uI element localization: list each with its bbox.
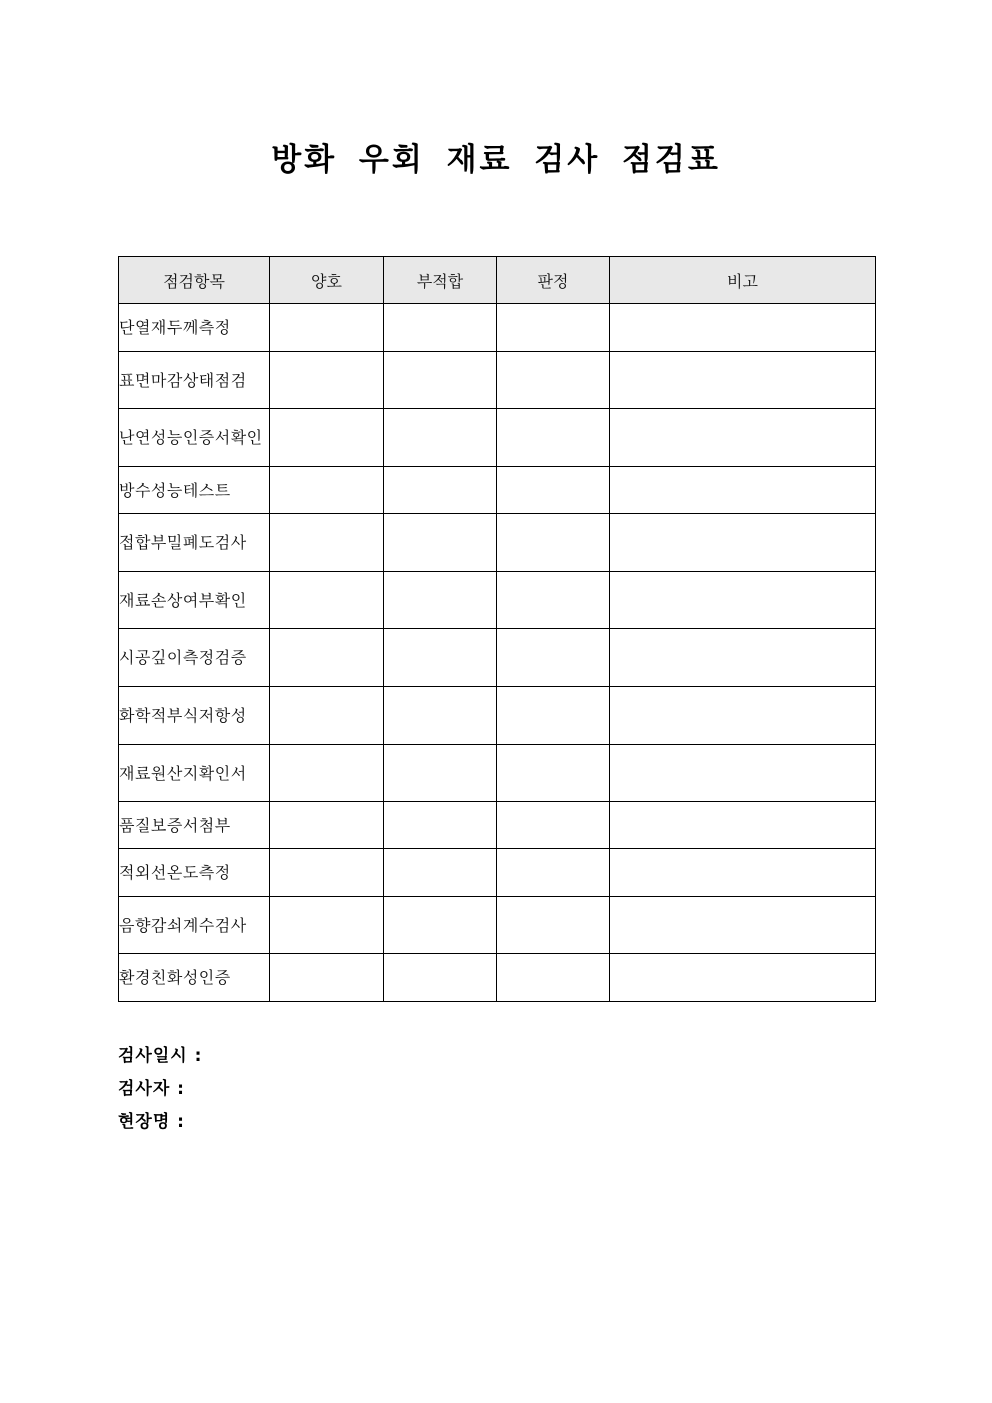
table-row	[119, 352, 876, 409]
judgment-cell[interactable]	[497, 687, 610, 745]
judgment-cell[interactable]	[497, 802, 610, 849]
header-good: 양호	[270, 257, 384, 304]
table-row	[119, 802, 876, 849]
item-name-cell: 화학적부식저항성	[119, 687, 270, 745]
item-name-cell: 환경친화성인증	[119, 954, 270, 1002]
remarks-cell[interactable]	[610, 687, 876, 745]
item-name-cell: 적외선온도측정	[119, 849, 270, 897]
table-header-row	[119, 257, 876, 304]
good-cell[interactable]	[270, 687, 384, 745]
remarks-cell[interactable]	[610, 954, 876, 1002]
item-name-cell: 난연성능인증서확인	[119, 409, 270, 467]
table-row	[119, 629, 876, 687]
table-row	[119, 687, 876, 745]
table-row	[119, 572, 876, 629]
remarks-cell[interactable]	[610, 802, 876, 849]
remarks-cell[interactable]	[610, 745, 876, 802]
judgment-cell[interactable]	[497, 352, 610, 409]
good-cell[interactable]	[270, 352, 384, 409]
header-judgment: 판정	[497, 257, 610, 304]
header-unfit: 부적합	[384, 257, 497, 304]
unfit-cell[interactable]	[384, 572, 497, 629]
header-inspection-item: 점검항목	[119, 257, 270, 304]
table-row	[119, 849, 876, 897]
judgment-cell[interactable]	[497, 467, 610, 514]
judgment-cell[interactable]	[497, 954, 610, 1002]
judgment-cell[interactable]	[497, 514, 610, 572]
unfit-cell[interactable]	[384, 304, 497, 352]
good-cell[interactable]	[270, 304, 384, 352]
judgment-cell[interactable]	[497, 897, 610, 954]
item-name-cell: 품질보증서첨부	[119, 802, 270, 849]
item-name-cell: 방수성능테스트	[119, 467, 270, 514]
unfit-cell[interactable]	[384, 954, 497, 1002]
table-row	[119, 467, 876, 514]
remarks-cell[interactable]	[610, 352, 876, 409]
judgment-cell[interactable]	[497, 304, 610, 352]
good-cell[interactable]	[270, 514, 384, 572]
table-row	[119, 745, 876, 802]
item-name-cell: 재료손상여부확인	[119, 572, 270, 629]
unfit-cell[interactable]	[384, 409, 497, 467]
remarks-cell[interactable]	[610, 304, 876, 352]
judgment-cell[interactable]	[497, 745, 610, 802]
item-name-cell: 재료원산지확인서	[119, 745, 270, 802]
good-cell[interactable]	[270, 897, 384, 954]
item-name-cell: 접합부밀폐도검사	[119, 514, 270, 572]
remarks-cell[interactable]	[610, 514, 876, 572]
unfit-cell[interactable]	[384, 687, 497, 745]
inspection-date-field[interactable]: 검사일시 :	[118, 1046, 203, 1066]
good-cell[interactable]	[270, 954, 384, 1002]
inspection-info	[118, 1043, 202, 1142]
judgment-cell[interactable]	[497, 409, 610, 467]
judgment-cell[interactable]	[497, 572, 610, 629]
judgment-cell[interactable]	[497, 849, 610, 897]
good-cell[interactable]	[270, 849, 384, 897]
inspector-field[interactable]: 검사자 :	[118, 1079, 185, 1099]
unfit-cell[interactable]	[384, 352, 497, 409]
good-cell[interactable]	[270, 629, 384, 687]
unfit-cell[interactable]	[384, 745, 497, 802]
item-name-cell: 시공깊이측정검증	[119, 629, 270, 687]
inspection-checklist-table	[118, 256, 876, 1002]
remarks-cell[interactable]	[610, 409, 876, 467]
item-name-cell: 음향감쇠계수검사	[119, 897, 270, 954]
unfit-cell[interactable]	[384, 467, 497, 514]
table-row	[119, 897, 876, 954]
remarks-cell[interactable]	[610, 849, 876, 897]
unfit-cell[interactable]	[384, 514, 497, 572]
good-cell[interactable]	[270, 409, 384, 467]
item-name-cell: 단열재두께측정	[119, 304, 270, 352]
remarks-cell[interactable]	[610, 467, 876, 514]
table-row	[119, 409, 876, 467]
item-name-cell: 표면마감상태점검	[119, 352, 270, 409]
good-cell[interactable]	[270, 745, 384, 802]
page-title: 방화 우회 재료 검사 점검표	[271, 142, 721, 178]
good-cell[interactable]	[270, 572, 384, 629]
header-remarks: 비고	[610, 257, 876, 304]
table-row	[119, 954, 876, 1002]
site-name-field[interactable]: 현장명 :	[118, 1112, 185, 1132]
remarks-cell[interactable]	[610, 897, 876, 954]
good-cell[interactable]	[270, 467, 384, 514]
table-row	[119, 304, 876, 352]
table-row	[119, 514, 876, 572]
judgment-cell[interactable]	[497, 629, 610, 687]
unfit-cell[interactable]	[384, 897, 497, 954]
unfit-cell[interactable]	[384, 802, 497, 849]
unfit-cell[interactable]	[384, 849, 497, 897]
remarks-cell[interactable]	[610, 572, 876, 629]
remarks-cell[interactable]	[610, 629, 876, 687]
unfit-cell[interactable]	[384, 629, 497, 687]
good-cell[interactable]	[270, 802, 384, 849]
